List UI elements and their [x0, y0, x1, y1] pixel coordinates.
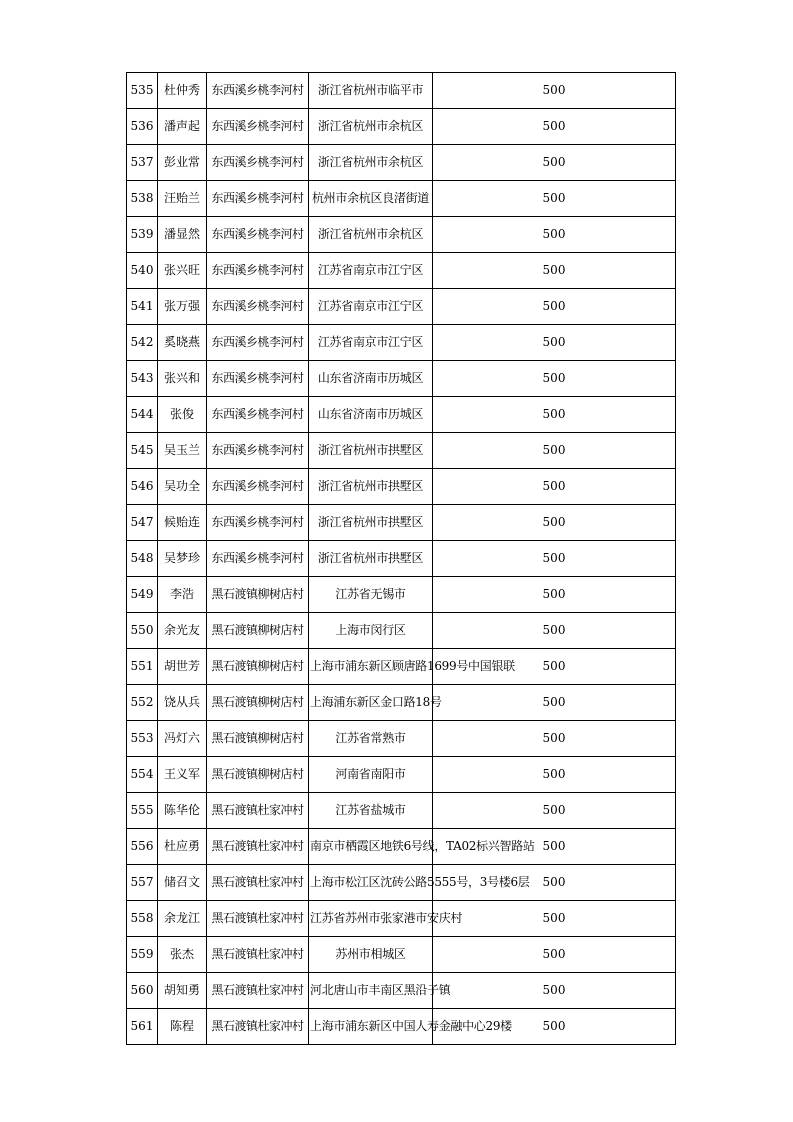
table-row	[127, 541, 676, 577]
person-name-cell: 杜应勇	[158, 829, 207, 865]
work-address-text: 江苏省南京市江宁区	[317, 263, 424, 277]
person-name-cell: 吴功全	[158, 469, 207, 505]
table-row	[127, 757, 676, 793]
village-cell: 东西溪乡桃李河村	[207, 433, 309, 469]
row-number-cell: 558	[127, 901, 158, 937]
table-row	[127, 469, 676, 505]
village-cell: 东西溪乡桃李河村	[207, 253, 309, 289]
work-address-text: 山东省济南市历城区	[317, 407, 424, 421]
table-row	[127, 649, 676, 685]
row-number-cell: 560	[127, 973, 158, 1009]
village-cell: 东西溪乡桃李河村	[207, 397, 309, 433]
table-row	[127, 253, 676, 289]
table-row	[127, 325, 676, 361]
table-row	[127, 973, 676, 1009]
person-name-cell: 陈程	[158, 1009, 207, 1045]
person-name-cell: 余龙江	[158, 901, 207, 937]
amount-cell: 500	[433, 1009, 676, 1045]
table-row	[127, 505, 676, 541]
village-cell: 东西溪乡桃李河村	[207, 73, 309, 109]
work-address-text: 浙江省杭州市余杭区	[317, 155, 424, 169]
table-row	[127, 145, 676, 181]
row-number-cell: 547	[127, 505, 158, 541]
person-name-cell: 余光友	[158, 613, 207, 649]
amount-cell: 500	[433, 325, 676, 361]
amount-cell: 500	[433, 649, 676, 685]
row-number-cell: 545	[127, 433, 158, 469]
amount-cell: 500	[433, 757, 676, 793]
village-cell: 黑石渡镇杜家冲村	[207, 937, 309, 973]
work-address-text: 江苏省无锡市	[335, 587, 406, 601]
amount-cell: 500	[433, 577, 676, 613]
table-row	[127, 613, 676, 649]
work-address-text: 山东省济南市历城区	[317, 371, 424, 385]
amount-cell: 500	[433, 973, 676, 1009]
village-cell: 黑石渡镇柳树店村	[207, 721, 309, 757]
person-name-cell: 吴梦珍	[158, 541, 207, 577]
work-address-cell	[309, 361, 433, 397]
village-cell: 黑石渡镇柳树店村	[207, 649, 309, 685]
amount-cell: 500	[433, 109, 676, 145]
amount-cell: 500	[433, 397, 676, 433]
work-address-cell	[309, 973, 451, 1009]
work-address-cell	[309, 433, 433, 469]
amount-cell: 500	[433, 289, 676, 325]
table-row	[127, 361, 676, 397]
village-cell: 东西溪乡桃李河村	[207, 541, 309, 577]
amount-cell: 500	[433, 541, 676, 577]
person-name-cell: 王义军	[158, 757, 207, 793]
work-address-cell	[309, 793, 433, 829]
row-number-cell: 561	[127, 1009, 158, 1045]
table-row	[127, 433, 676, 469]
amount-cell: 500	[433, 721, 676, 757]
work-address-text: 浙江省杭州市拱墅区	[317, 515, 424, 529]
village-cell: 东西溪乡桃李河村	[207, 145, 309, 181]
row-number-cell: 557	[127, 865, 158, 901]
person-name-cell: 候贻连	[158, 505, 207, 541]
work-address-cell	[309, 613, 433, 649]
village-cell: 黑石渡镇柳树店村	[207, 577, 309, 613]
work-address-text: 浙江省杭州市拱墅区	[317, 443, 424, 457]
row-number-cell: 551	[127, 649, 158, 685]
village-cell: 黑石渡镇杜家冲村	[207, 829, 309, 865]
person-name-cell: 储召文	[158, 865, 207, 901]
table-row	[127, 1009, 676, 1045]
work-address-text: 杭州市余杭区良渚街道	[311, 191, 429, 205]
village-cell: 黑石渡镇杜家冲村	[207, 793, 309, 829]
work-address-text: 浙江省杭州市拱墅区	[317, 479, 424, 493]
work-address-text: 苏州市相城区	[335, 947, 406, 961]
row-number-cell: 549	[127, 577, 158, 613]
row-number-cell: 541	[127, 289, 158, 325]
table-body	[127, 73, 676, 1045]
work-address-cell	[309, 109, 433, 145]
table-row	[127, 109, 676, 145]
work-address-text: 上海市浦东新区顾唐路1699号中国银联	[310, 659, 515, 673]
table-row	[127, 865, 676, 901]
work-address-text: 上海市浦东新区中国人寿金融中心29楼	[310, 1019, 512, 1033]
amount-cell: 500	[433, 901, 676, 937]
work-address-cell	[309, 721, 433, 757]
work-address-cell	[309, 577, 433, 613]
table-row	[127, 901, 676, 937]
person-name-cell: 彭业常	[158, 145, 207, 181]
person-name-cell: 潘显然	[158, 217, 207, 253]
row-number-cell: 543	[127, 361, 158, 397]
village-cell: 东西溪乡桃李河村	[207, 217, 309, 253]
work-address-text: 江苏省苏州市张家港市安庆村	[310, 911, 463, 925]
amount-cell: 500	[433, 793, 676, 829]
row-number-cell: 550	[127, 613, 158, 649]
work-address-text: 上海市松江区沈砖公路5555号，3号楼6层	[310, 875, 530, 889]
work-address-text: 上海浦东新区金口路18号	[310, 695, 442, 709]
work-address-cell	[309, 505, 433, 541]
table-row	[127, 793, 676, 829]
village-cell: 东西溪乡桃李河村	[207, 181, 309, 217]
work-address-text: 浙江省杭州市临平市	[317, 83, 424, 97]
work-address-cell	[309, 253, 433, 289]
table-row	[127, 685, 676, 721]
row-number-cell: 556	[127, 829, 158, 865]
table-row	[127, 217, 676, 253]
work-address-text: 江苏省盐城市	[335, 803, 406, 817]
village-cell: 东西溪乡桃李河村	[207, 325, 309, 361]
work-address-cell	[309, 541, 433, 577]
work-address-text: 河北唐山市丰南区黑沿子镇	[310, 983, 451, 997]
person-name-cell: 吴玉兰	[158, 433, 207, 469]
person-name-cell: 汪贻兰	[158, 181, 207, 217]
row-number-cell: 539	[127, 217, 158, 253]
work-address-cell	[309, 649, 515, 685]
work-address-cell	[309, 73, 433, 109]
village-cell: 黑石渡镇杜家冲村	[207, 973, 309, 1009]
work-address-cell	[309, 181, 433, 217]
person-name-cell: 张兴旺	[158, 253, 207, 289]
work-address-cell	[309, 829, 535, 865]
table-row	[127, 937, 676, 973]
row-number-cell: 559	[127, 937, 158, 973]
table-row	[127, 181, 676, 217]
work-address-text: 河南省南阳市	[335, 767, 406, 781]
row-number-cell: 555	[127, 793, 158, 829]
work-address-text: 江苏省南京市江宁区	[317, 299, 424, 313]
person-name-cell: 潘声起	[158, 109, 207, 145]
work-address-cell	[309, 325, 433, 361]
work-address-text: 南京市栖霞区地铁6号线，TA02标兴智路站	[310, 839, 535, 853]
row-number-cell: 540	[127, 253, 158, 289]
work-address-cell	[309, 757, 433, 793]
person-name-cell: 冯灯六	[158, 721, 207, 757]
work-address-cell	[309, 937, 433, 973]
amount-cell: 500	[433, 613, 676, 649]
village-cell: 黑石渡镇柳树店村	[207, 613, 309, 649]
village-cell: 黑石渡镇杜家冲村	[207, 865, 309, 901]
work-address-text: 浙江省杭州市余杭区	[317, 119, 424, 133]
row-number-cell: 538	[127, 181, 158, 217]
subsidy-list-table	[126, 72, 676, 1045]
amount-cell: 500	[433, 505, 676, 541]
work-address-cell	[309, 145, 433, 181]
work-address-cell	[309, 1009, 512, 1045]
village-cell: 黑石渡镇杜家冲村	[207, 901, 309, 937]
amount-cell: 500	[433, 685, 676, 721]
table-row	[127, 577, 676, 613]
amount-cell: 500	[433, 433, 676, 469]
village-cell: 黑石渡镇杜家冲村	[207, 1009, 309, 1045]
person-name-cell: 张杰	[158, 937, 207, 973]
village-cell: 东西溪乡桃李河村	[207, 361, 309, 397]
amount-cell: 500	[433, 145, 676, 181]
table-row	[127, 289, 676, 325]
amount-cell: 500	[433, 361, 676, 397]
work-address-text: 江苏省常熟市	[335, 731, 406, 745]
work-address-text: 江苏省南京市江宁区	[317, 335, 424, 349]
person-name-cell: 杜仲秀	[158, 73, 207, 109]
work-address-cell	[309, 469, 433, 505]
person-name-cell: 奚晓燕	[158, 325, 207, 361]
village-cell: 黑石渡镇柳树店村	[207, 757, 309, 793]
work-address-text: 浙江省杭州市余杭区	[317, 227, 424, 241]
work-address-text: 浙江省杭州市拱墅区	[317, 551, 424, 565]
amount-cell: 500	[433, 181, 676, 217]
person-name-cell: 张俊	[158, 397, 207, 433]
row-number-cell: 535	[127, 73, 158, 109]
village-cell: 东西溪乡桃李河村	[207, 289, 309, 325]
amount-cell: 500	[433, 73, 676, 109]
row-number-cell: 552	[127, 685, 158, 721]
work-address-cell	[309, 865, 530, 901]
person-name-cell: 胡知勇	[158, 973, 207, 1009]
row-number-cell: 546	[127, 469, 158, 505]
work-address-cell	[309, 217, 433, 253]
person-name-cell: 饶从兵	[158, 685, 207, 721]
row-number-cell: 554	[127, 757, 158, 793]
person-name-cell: 李浩	[158, 577, 207, 613]
amount-cell: 500	[433, 217, 676, 253]
person-name-cell: 陈华伦	[158, 793, 207, 829]
table-row	[127, 397, 676, 433]
work-address-text: 上海市闵行区	[335, 623, 406, 637]
amount-cell: 500	[433, 469, 676, 505]
amount-cell: 500	[433, 937, 676, 973]
row-number-cell: 536	[127, 109, 158, 145]
work-address-cell	[309, 289, 433, 325]
row-number-cell: 537	[127, 145, 158, 181]
amount-cell: 500	[433, 865, 676, 901]
row-number-cell: 548	[127, 541, 158, 577]
village-cell: 东西溪乡桃李河村	[207, 505, 309, 541]
work-address-cell	[309, 685, 442, 721]
person-name-cell: 张兴和	[158, 361, 207, 397]
table-row	[127, 721, 676, 757]
village-cell: 东西溪乡桃李河村	[207, 109, 309, 145]
row-number-cell: 553	[127, 721, 158, 757]
work-address-cell	[309, 901, 463, 937]
person-name-cell: 张万强	[158, 289, 207, 325]
table-row	[127, 829, 676, 865]
amount-cell: 500	[433, 829, 676, 865]
village-cell: 东西溪乡桃李河村	[207, 469, 309, 505]
table-row	[127, 73, 676, 109]
work-address-cell	[309, 397, 433, 433]
village-cell: 黑石渡镇柳树店村	[207, 685, 309, 721]
amount-cell: 500	[433, 253, 676, 289]
person-name-cell: 胡世芳	[158, 649, 207, 685]
row-number-cell: 542	[127, 325, 158, 361]
row-number-cell: 544	[127, 397, 158, 433]
